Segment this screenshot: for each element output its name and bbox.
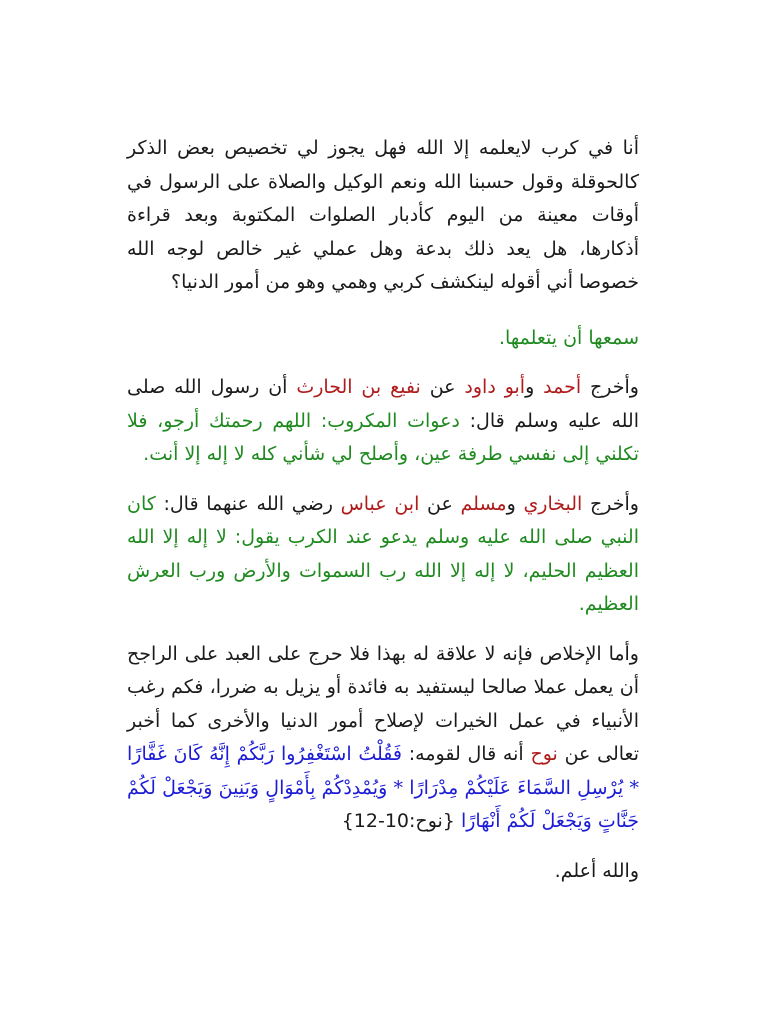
ikhlas-text: وأما الإخلاص فإنه لا علاقة له بهذا فلا حرج على العبد على الراجح أن يعمل عملا صالحا ليستفيد به فائدة أو يزيل به ضررا، فكم رغب الأنبياء في عمل الخيرات لإصلاح أمور الدنيا والأخرى كما أخبر تعالى عن	[127, 642, 639, 765]
narrator-ahmad: أحمد	[543, 376, 582, 398]
verse-reference: {نوح:10-12}	[341, 810, 461, 832]
hadith2-intro: رضي الله عنهما قال:	[155, 492, 341, 515]
hadith2-dua: كان النبي صلى الله عليه وسلم يدعو عند الكرب يقول: لا إله إلا الله العظيم الحليم، لا إله إلا الله رب السموات والأرض ورب العرش العظيم.	[127, 492, 639, 615]
prophet-nuh: نوح	[530, 743, 558, 765]
hadith2-from: عن	[419, 492, 461, 515]
hadith1-intro: أن رسول الله صلى الله عليه وسلم قال:	[127, 376, 639, 432]
closing-line: والله أعلم.	[554, 859, 639, 882]
hadith1-from: عن	[420, 376, 465, 398]
hadith2-conjunction: و	[506, 492, 524, 515]
hadith1-dua: دعوات المكروب: اللهم رحمتك أرجو، فلا تكلني إلى نفسي طرفة عين، وأصلح لي شأني كله لا إله إلا أنت.	[127, 409, 639, 465]
hadith1-conjunction: و	[525, 376, 544, 398]
hadith-paragraph-1	[127, 371, 639, 472]
narrator-bukhari: البخاري	[523, 492, 583, 515]
question-paragraph: أنا في كرب لايعلمه إلا الله فهل يجوز لي تخصيص بعض الذكر كالحوقلة وقول حسبنا الله ونعم الوكيل والصلاة على الرسول في أوقات معينة من اليوم كأدبار الصلوات المكتوبة وبعد قراءة أذكارها، هل يعد ذلك بدعة وهل عملي غير خالص لوجه الله خصوصا أني أقوله لينكشف كربي وهمي وهو من أمور الدنيا؟	[127, 137, 639, 293]
narrator-muslim: مسلم	[460, 492, 507, 515]
ikhlas-paragraph	[127, 638, 639, 839]
narrator-nufay: نفيع بن الحارث	[296, 376, 421, 398]
quran-verse: فَقُلْتُ اسْتَغْفِرُوا رَبَّكُمْ إِنَّهُ كَانَ غَفَّارًا * يُرْسِلِ السَّمَاءَ عَلَيْكُمْ مِدْرَارًا * وَيُمْدِدْكُمْ بِأَمْوَالٍ وَبَنِينَ وَيَجْعَلْ لَكُمْ جَنَّاتٍ وَيَجْعَلْ لَكُمْ أَنْهَارًا	[127, 743, 639, 832]
ikhlas-intro: أنه قال لقومه:	[402, 743, 531, 765]
hadith1-text: وأخرج	[581, 376, 639, 398]
hadith-paragraph-2	[127, 488, 639, 622]
narrator-ibn-abbas: ابن عباس	[340, 492, 420, 515]
answer-intro: سمعها أن يتعلمها.	[499, 326, 639, 349]
fatwa-document	[127, 132, 639, 888]
hadith2-text: وأخرج	[582, 492, 639, 515]
narrator-abu-dawud: أبو داود	[464, 376, 526, 398]
